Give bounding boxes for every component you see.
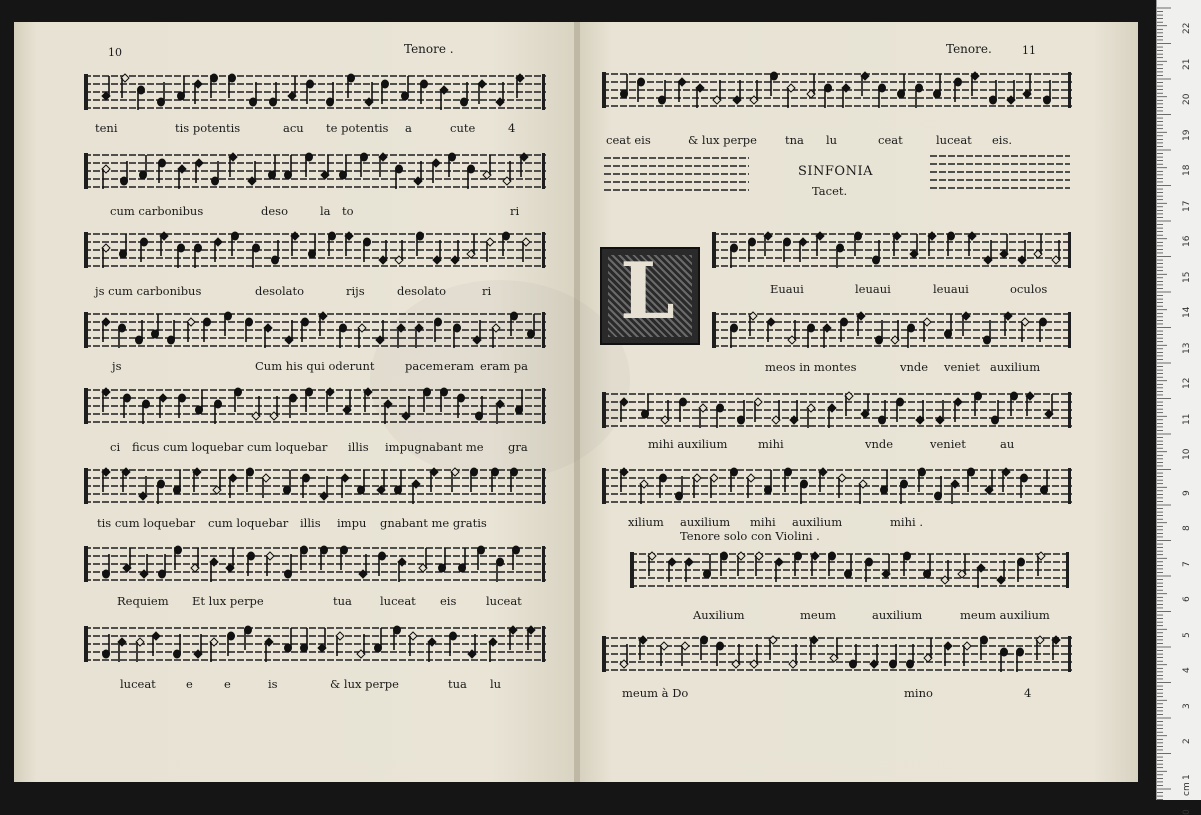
lyric: la [320, 204, 331, 218]
lyric: luceat [486, 594, 522, 608]
lyric: tis cum loquebar [97, 516, 196, 530]
lyric: Cum his qui oderunt [255, 359, 375, 373]
music-staff [84, 68, 546, 122]
music-staff [84, 382, 546, 436]
music-staff [602, 386, 1072, 440]
lyric: vnde [865, 437, 894, 451]
lyric: to [342, 204, 354, 218]
music-staff [630, 546, 1070, 600]
ruler-number: 5 [1182, 631, 1192, 638]
ruler-number: 12 [1182, 377, 1192, 389]
lyric: ri [510, 204, 520, 218]
lyric: mihi auxilium [648, 437, 728, 451]
left-page-header: Tenore . [404, 42, 454, 56]
lyric: luceat [936, 133, 972, 147]
lyric: & lux perpe [330, 677, 399, 691]
lyric: teni [95, 121, 118, 135]
ruler-number: 17 [1182, 200, 1192, 212]
ruler-number: 8 [1182, 525, 1192, 531]
lyric: meum à Do [622, 686, 689, 700]
lyric: Auxilium [693, 608, 745, 622]
lyric: desolato [255, 284, 305, 298]
lyric: impu [337, 516, 367, 530]
music-staff [712, 306, 1072, 360]
lyric: auxilium [680, 515, 731, 529]
lyric: impugnabant me [385, 440, 484, 454]
lyric: eis. [992, 133, 1013, 147]
lyric: eram [444, 359, 475, 373]
lyric: lu [490, 677, 502, 691]
lyric: tis potentis [175, 121, 241, 135]
lyric: js [112, 359, 122, 373]
ruler-number: 13 [1182, 342, 1192, 354]
lyric: leuaui [933, 282, 969, 296]
lyric: gnabant me gratis [380, 516, 487, 530]
lyric: ri [482, 284, 492, 298]
measurement-ruler [1156, 0, 1201, 800]
lyric: meum [800, 608, 837, 622]
lyric: tna [785, 133, 804, 147]
lyric: Et lux perpe [192, 594, 264, 608]
lyric: js cum carbonibus [95, 284, 202, 298]
ruler-number: 2 [1182, 738, 1192, 744]
lyric: gra [508, 440, 528, 454]
lyric: is [268, 677, 278, 691]
lyric: 4 [1024, 686, 1032, 700]
music-staff [602, 66, 1072, 120]
lyric: e [186, 677, 193, 691]
music-staff [84, 226, 546, 280]
ruler-number: 16 [1182, 235, 1192, 247]
lyric: oculos [1010, 282, 1048, 296]
lyric: tua [448, 677, 467, 691]
ruler-number: 19 [1182, 129, 1192, 141]
lyric: 4 [508, 121, 516, 135]
initial-letter-glyph: L [620, 246, 675, 337]
ruler-number: 11 [1182, 413, 1192, 425]
music-staff [84, 620, 546, 674]
lyric: cute [450, 121, 476, 135]
lyric: rijs [346, 284, 365, 298]
lyric: Euaui [770, 282, 804, 296]
lyric: eram pa [480, 359, 528, 373]
ruler-number: 0 [1182, 809, 1192, 815]
empty-staff [930, 152, 1070, 196]
lyric: deso [261, 204, 288, 218]
lyric: cum carbonibus [110, 204, 204, 218]
lyric: mino [904, 686, 933, 700]
right-page-header: Tenore. [946, 42, 992, 56]
lyric: illis [348, 440, 369, 454]
lyric: desolato [397, 284, 447, 298]
lyric: mihi [750, 515, 776, 529]
music-staff [602, 462, 1072, 516]
music-staff [84, 306, 546, 360]
lyric: auxilium [872, 608, 923, 622]
lyric: ficus cum loquebar cum loquebar [132, 440, 328, 454]
lyric: au [1000, 437, 1015, 451]
ruler-number: 3 [1182, 702, 1192, 709]
ruler-number: 6 [1182, 596, 1192, 602]
ruler-number: 1 [1182, 773, 1192, 780]
lyric: ceat eis [606, 133, 651, 147]
sinfonia-title: SINFONIA [798, 164, 873, 179]
music-staff [712, 226, 1072, 280]
ruler-number: 14 [1182, 306, 1192, 318]
lyric: meos in montes [765, 360, 857, 374]
lyric: ci [110, 440, 121, 454]
lyric: veniet [944, 360, 980, 374]
lyric: tua [333, 594, 352, 608]
lyric: meum auxilium [960, 608, 1050, 622]
tenor-solo-heading: Tenore solo con Violini . [680, 529, 820, 543]
lyric: lu [826, 133, 838, 147]
ruler-number: 18 [1182, 164, 1192, 176]
lyric: veniet [930, 437, 966, 451]
lyric: leuaui [855, 282, 891, 296]
ruler-number: 20 [1182, 93, 1192, 105]
ruler-number: 15 [1182, 271, 1192, 283]
lyric: Requiem [117, 594, 169, 608]
ruler-ticks [1157, 0, 1201, 800]
lyric: luceat [380, 594, 416, 608]
empty-staff [604, 154, 749, 198]
lyric: vnde [900, 360, 929, 374]
lyric: pacem [405, 359, 444, 373]
sinfonia-tacet: Tacet. [812, 184, 848, 198]
lyric: auxilium [792, 515, 843, 529]
lyric: auxilium [990, 360, 1041, 374]
right-page-number: 11 [1022, 44, 1036, 57]
lyric: xilium [628, 515, 664, 529]
ruler-unit: cm [1182, 782, 1192, 796]
music-staff [84, 462, 546, 516]
lyric: mihi [758, 437, 784, 451]
lyric: mihi . [890, 515, 923, 529]
music-staff [602, 630, 1072, 684]
lyric: e [224, 677, 231, 691]
music-staff [84, 540, 546, 594]
ruler-number: 9 [1182, 489, 1192, 496]
lyric: & lux perpe [688, 133, 757, 147]
ruler-number: 22 [1182, 22, 1192, 34]
lyric: te potentis [326, 121, 389, 135]
ruler-number: 7 [1182, 560, 1192, 567]
music-staff [84, 147, 546, 201]
ruler-number: 4 [1182, 667, 1192, 673]
ruler-number: 10 [1182, 448, 1192, 460]
lyric: ceat [878, 133, 903, 147]
lyric: eis [440, 594, 457, 608]
ruler-number: 21 [1182, 58, 1192, 70]
lyric: luceat [120, 677, 156, 691]
decorated-initial-letter [600, 247, 700, 345]
left-page-number: 10 [108, 46, 122, 59]
lyric: acu [283, 121, 304, 135]
lyric: a [405, 121, 412, 135]
lyric: illis [300, 516, 321, 530]
lyric: cum loquebar [208, 516, 289, 530]
